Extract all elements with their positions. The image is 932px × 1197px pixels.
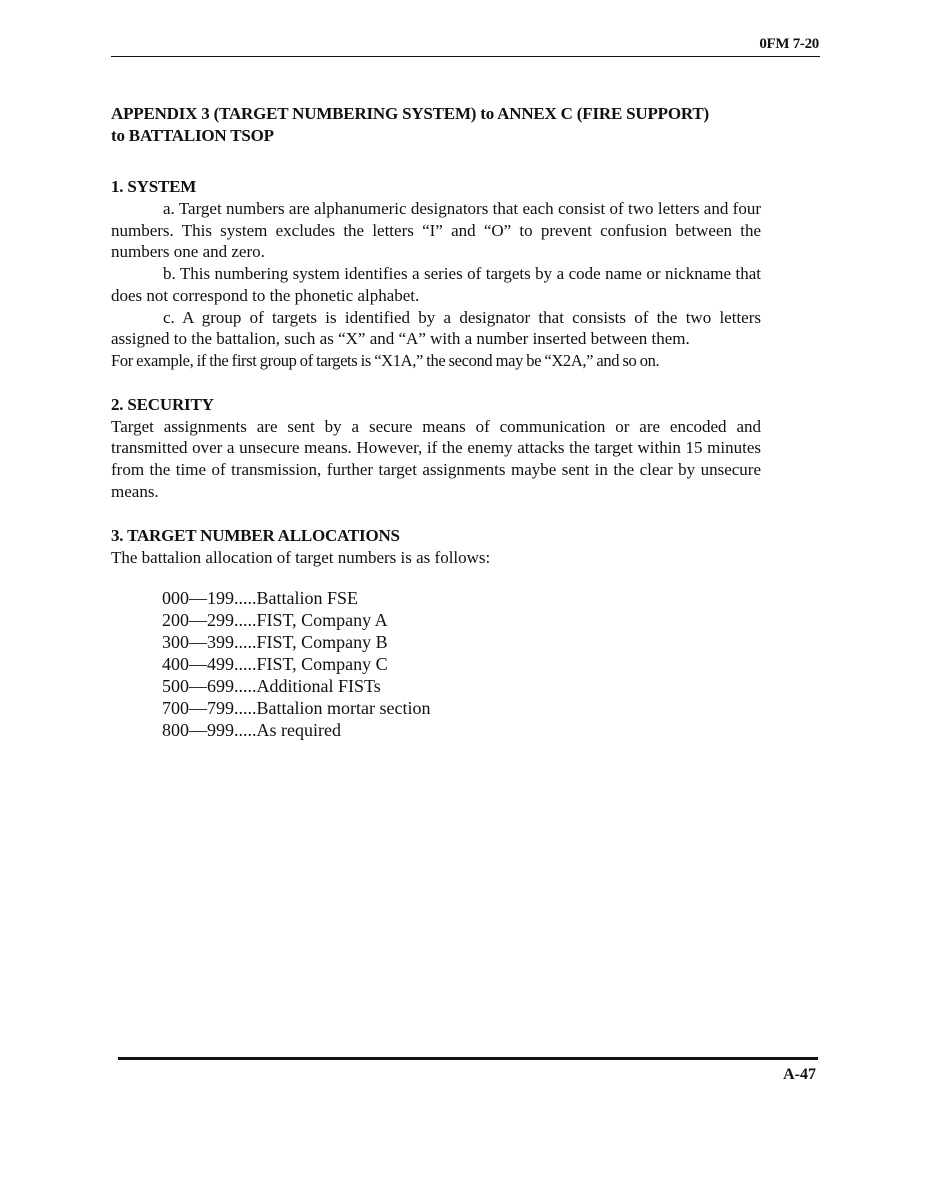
section-heading-allocations: 3. TARGET NUMBER ALLOCATIONS — [111, 526, 400, 546]
allocation-list — [162, 587, 761, 741]
list-item: 800—999.....As required — [162, 720, 341, 741]
section-security — [111, 394, 761, 503]
list-item: 200—299.....FIST, Company A — [162, 610, 388, 631]
header-rule — [111, 56, 820, 57]
security-paragraph: Target assignments are sent by a secure means of communication or are encoded and transmitted over a unsecure means. However, if the enemy attacks the target within 15 minutes from the time of transmission, further target assignments maybe sent in the clear by unsecure means. — [111, 416, 761, 501]
system-paragraph-b: b. This numbering system identifies a series of targets by a code name or nickname that does not correspond to the phonetic alphabet. — [111, 264, 761, 305]
page-body — [111, 103, 761, 741]
running-header: 0FM 7-20 — [759, 36, 819, 52]
list-item: 700—799.....Battalion mortar section — [162, 698, 431, 719]
section-heading-security: 2. SECURITY — [111, 394, 214, 414]
system-paragraph-c: c. A group of targets is identified by a designator that consists of the two letters assigned to the battalion, such as “X” and “A” with a number inserted between them. — [111, 307, 761, 349]
system-paragraph-c-example: For example, if the first group of targets is “X1A,” the second may be “X2A,” and so on. — [111, 350, 660, 370]
appendix-title-line-2: to BATTALION TSOP — [111, 126, 274, 145]
list-item: 500—699.....Additional FISTs — [162, 676, 381, 697]
allocations-intro: The battalion allocation of target numbers is as follows: — [111, 548, 491, 568]
list-item: 400—499.....FIST, Company C — [162, 654, 388, 675]
section-system — [111, 176, 761, 372]
list-item: 000—199.....Battalion FSE — [162, 588, 359, 609]
section-heading-system: 1. SYSTEM — [111, 177, 197, 196]
list-item: 300—399.....FIST, Company B — [162, 632, 388, 653]
system-paragraph-a: a. Target numbers are alphanumeric designators that each consist of two letters and four numbers. This system excludes the letters “I” and “O” to prevent confusion between the numbers one and zero. — [111, 199, 761, 262]
appendix-title-line-1: APPENDIX 3 (TARGET NUMBERING SYSTEM) to ANNEX C (FIRE SUPPORT) — [111, 104, 709, 123]
page-number: A-47 — [783, 1066, 816, 1083]
appendix-title — [111, 103, 761, 147]
section-allocations — [111, 525, 761, 741]
footer-rule — [118, 1057, 818, 1060]
